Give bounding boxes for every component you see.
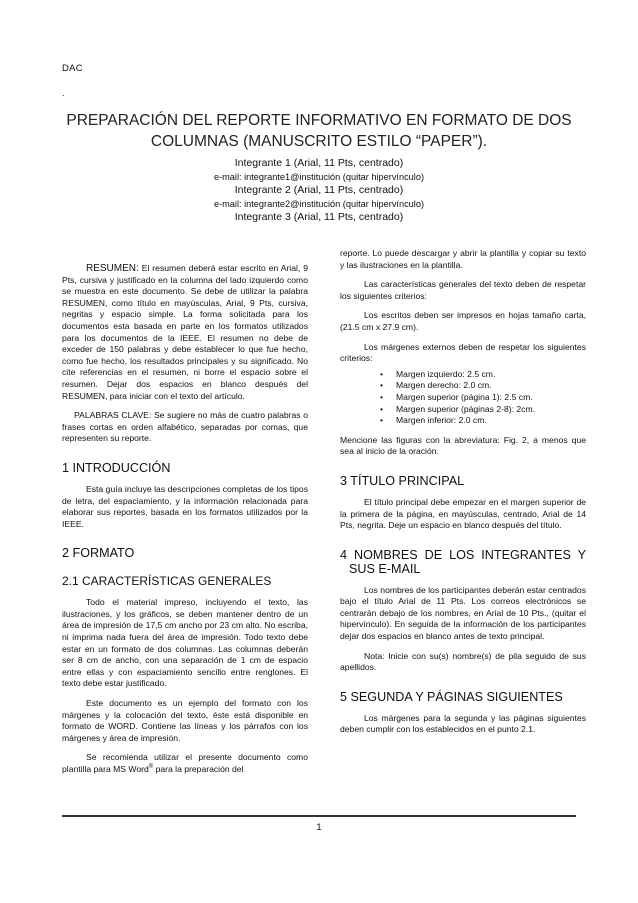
section-5-paragraph: Los márgenes para la segunda y las páginas siguientes deben cumplir con los establecidos en el punto 2.1. xyxy=(340,712,586,735)
margins-intro-paragraph: Los márgenes externos deben de respetar los siguientes criterios: xyxy=(340,341,586,364)
section-4-heading: 4 NOMBRES DE LOS INTEGRANTES Y SUS E-MAIL xyxy=(340,547,586,576)
section-1-heading: 1 INTRODUCCIÓN xyxy=(62,460,171,475)
section-2-1-paragraph-3-start: Se recomienda utilizar el presente documento como plantilla para MS Word xyxy=(62,752,308,774)
author-2-name: Integrante 2 (Arial, 11 Pts, centrado) xyxy=(234,184,404,197)
header-marker: . xyxy=(62,88,65,98)
left-column xyxy=(62,248,308,784)
section-1-paragraph: Esta guía incluye las descripciones completas de los tipos de letra, del espaciamiento, y la información relacionada para elaborar sus reportes, basada en los formatos utilizados por la IEEE. xyxy=(62,483,308,529)
registered-mark: ® xyxy=(148,764,154,771)
keywords-paragraph xyxy=(62,410,308,445)
section-2-1-paragraph-3 xyxy=(62,752,308,775)
list-item: • Margen derecho: 2.0 cm. xyxy=(396,380,586,392)
section-2-1-paragraph-3-end: para la preparación del xyxy=(153,764,244,774)
author-3-name: Integrante 3 (Arial, 11 Pts, centrado) xyxy=(234,211,404,224)
footer-rule xyxy=(62,815,576,817)
section-4-note: Nota: Inicie con su(s) nombre(s) de pila seguido de sus apellidos. xyxy=(340,650,586,673)
list-item: • Margen inferior: 2.0 cm. xyxy=(396,415,586,427)
section-2-1-paragraph-2: Este documento es un ejemplo del formato con los márgenes y la colocación del texto, éste está disponible en formato de WORD. Contiene las líneas y los párrafos con los márgenes y área de impresión. xyxy=(62,698,308,743)
section-4-paragraph: Los nombres de los participantes deberán estar centrados bajo el título Arial de 11 Pts. Los correos electrónicos se centrarán debajo de los nombres, en Arial de 10 Pts., (quitar el hipervínculo). En seguida de la información de los participantes dejar dos espacios en blanco antes de texto principal. xyxy=(340,584,586,642)
continued-paragraph: reporte. Lo puede descargar y abrir la plantilla y copiar su texto y las ilustraciones en la plantilla. xyxy=(340,248,586,270)
abstract-paragraph xyxy=(62,263,308,402)
author-2-email: e-mail: integrante2@institución (quitar hipervínculo) xyxy=(213,198,425,209)
abstract-text: El resumen deberá estar escrito en Arial, 9 Pts, cursiva y justificado en la columna del lado izquierdo como se muestra en este documento. Se debe de utilizar la palabra RESUMEN, como título en mayúsculas, Arial, 9 Pts, cursiva, negritas y espacio simple. La forma solicitada para los documentos esta basada en parte en los formatos utilizados para los documentos de la IEEE. El resumen no debe de exceder de 150 palabras y debe establecer lo que fue hecho, como fue hecho, los resultados principales y su significado. No cite referencias en el resumen, ni borre el espacio sobre el resumen. Dejar dos espacios en blanco después del RESUMEN, para iniciar con el texto del artículo. xyxy=(62,263,308,401)
print-size-paragraph: Los escritos deben ser impresos en hojas tamaño carta, (21.5 cm x 27.9 cm). xyxy=(340,310,586,332)
section-2-1-heading: 2.1 CARACTERÍSTICAS GENERALES xyxy=(62,574,272,589)
right-column xyxy=(340,248,586,744)
author-1-name: Integrante 1 (Arial, 11 Pts, centrado) xyxy=(234,157,404,169)
header-label: DAC xyxy=(62,63,83,74)
page-number: 1 xyxy=(316,822,322,833)
section-5-heading: 5 SEGUNDA Y PÁGINAS SIGUIENTES xyxy=(340,689,563,704)
document-title: PREPARACIÓN DEL REPORTE INFORMATIVO EN FORMATO DE DOS COLUMNAS (MANUSCRITO ESTILO “PAPER”). xyxy=(66,112,572,150)
keywords-text: Se sugiere no más de cuatro palabras o frases cortas en orden alfabético, separadas por comas, que representen su reporte. xyxy=(62,410,308,444)
abstract-label: RESUMEN: xyxy=(86,263,139,274)
list-item: • Margen izquierdo: 2.5 cm. xyxy=(396,369,586,381)
list-item: • Margen superior (página 1): 2.5 cm. xyxy=(396,392,586,404)
section-3-heading: 3 TÍTULO PRINCIPAL xyxy=(340,473,465,488)
section-3-paragraph: El título principal debe empezar en el margen superior de la primera de la página, en mayúsculas, centrado, Arial de 14 Pts, negrita. Deje un espacio en blanco después del título. xyxy=(340,496,586,531)
section-2-1-paragraph-1: Todo el material impreso, incluyendo el texto, las ilustraciones, y los gráficos, se deben mantener dentro de un área de impresión de 17,5 cm ancho por 23 cm alto. No escriba, ni imprima nada fuera del área de impresión. Todo texto debe estar en un formato de dos columnas. Las columnas deberán ser 8 cm de ancho, con una separación de 1 cm de espacio entre ellas y con espaciamiento sencillo entre renglones. El texto debe estar justificado. xyxy=(62,597,308,689)
margins-list xyxy=(340,369,586,427)
author-block xyxy=(62,157,576,225)
author-1-email: e-mail: integrante1@institución (quitar hipervínculo) xyxy=(213,171,425,182)
keywords-label: PALABRAS CLAVE: xyxy=(74,410,152,421)
list-item: • Margen superior (páginas 2-8): 2cm. xyxy=(396,404,586,416)
figures-paragraph: Mencione las figuras con la abreviatura: Fig. 2, a menos que sea al inicio de la oración. xyxy=(340,434,586,457)
criteria-paragraph: Las características generales del texto deben de respetar los siguientes criterios: xyxy=(340,279,586,301)
section-2-heading: 2 FORMATO xyxy=(62,546,135,561)
